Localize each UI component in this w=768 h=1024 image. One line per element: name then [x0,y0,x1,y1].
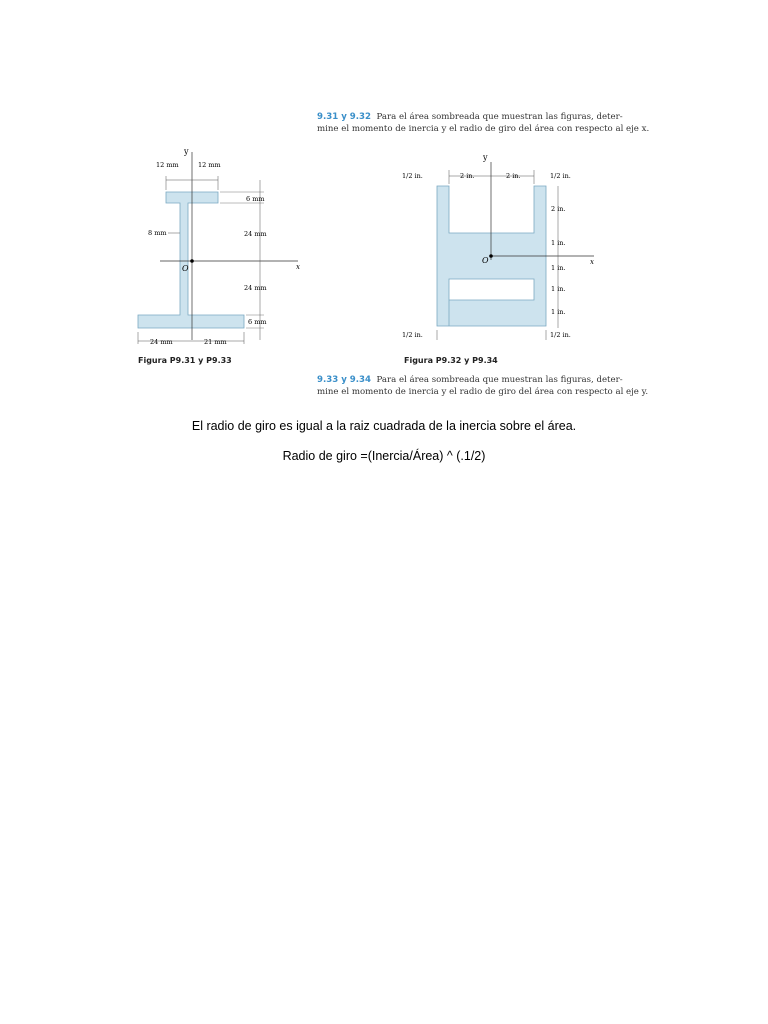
dim-1in-a: 1 in. [551,239,566,247]
axis-x-label-2: x [590,258,594,266]
dim-1in-d: 1 in. [551,308,566,316]
dim-right-width: 2 in. [506,172,521,180]
dim-top-right: 12 mm [198,161,221,169]
problem-text-line1: Para el área sombreada que muestran las figuras, deter- [376,375,623,385]
axis-x-label: x [296,263,300,271]
figure-1-caption: Figura P9.31 y P9.33 [138,356,232,365]
origin-label: O [182,264,189,273]
note-radius-definition: El radio de giro es igual a la raiz cuadrada de la inercia sobre el área. [191,419,577,433]
problem-text-line2: mine el momento de inercia y el radio de giro del área con respecto al eje y. [317,387,649,397]
axis-y-label-2: y [483,153,488,162]
note-radius-formula: Radio de giro =(Inercia/Área) ^ (.1/2) [282,449,486,463]
dim-2in-vertical: 2 in. [551,205,566,213]
dim-top-left: 12 mm [156,161,179,169]
problem-statement-9-31 [317,111,652,135]
problem-text-line2: mine el momento de inercia y el radio de giro del área con respecto al eje x. [317,124,650,134]
dim-flange-top: 6 mm [246,195,265,203]
axis-y-label: y [184,147,189,156]
dim-right-thickness-top: 1/2 in. [550,172,571,180]
origin-point [190,259,194,263]
figure-h-shape [398,148,608,348]
dim-left-thickness-bottom: 1/2 in. [402,331,423,339]
figure-2-caption: Figura P9.32 y P9.34 [404,356,498,365]
dim-lower-height: 24 mm [244,284,267,292]
problem-statement-9-33 [317,374,652,398]
problem-number: 9.31 y 9.32 [317,112,371,122]
dim-1in-c: 1 in. [551,285,566,293]
dim-bottom-right: 21 mm [204,338,227,346]
figure-i-beam [130,140,310,370]
dim-bottom-left: 24 mm [150,338,173,346]
dim-upper-height: 24 mm [244,230,267,238]
problem-number: 9.33 y 9.34 [317,375,371,385]
origin-label-2: O [482,256,489,265]
dim-flange-bottom: 6 mm [248,318,267,326]
dim-1in-b: 1 in. [551,264,566,272]
dim-left-width: 2 in. [460,172,475,180]
dim-web-width: 8 mm [148,229,167,237]
origin-point-2 [489,254,493,258]
dim-left-thickness-top: 1/2 in. [402,172,423,180]
dim-right-thickness-bottom: 1/2 in. [550,331,571,339]
problem-text-line1: Para el área sombreada que muestran las figuras, deter- [376,112,623,122]
